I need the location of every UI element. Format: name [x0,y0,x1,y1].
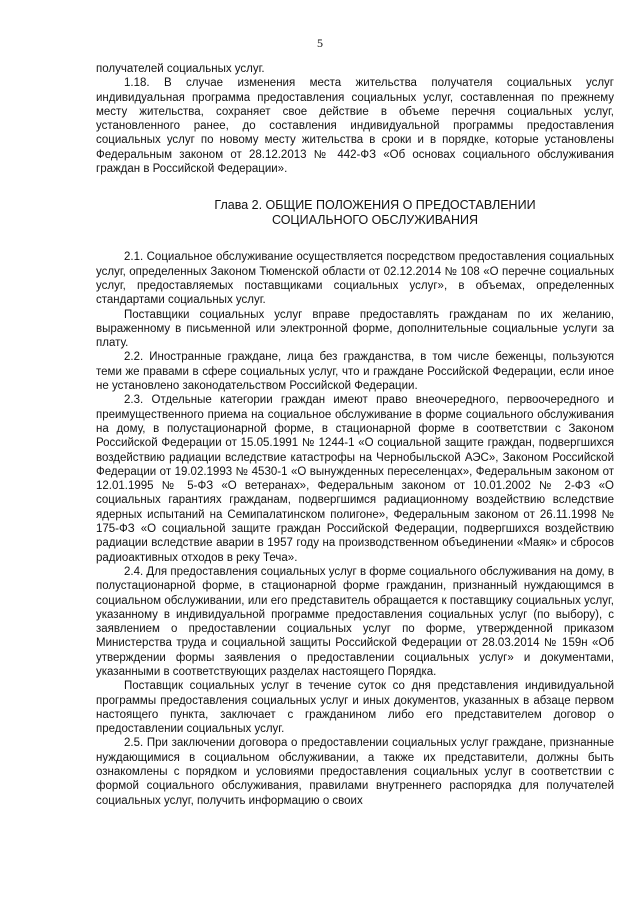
section-paragraphs-after [96,250,614,808]
page-number: 5 [317,36,323,50]
chapter-heading-line-1: Глава 2. ОБЩИЕ ПОЛОЖЕНИЯ О ПРЕДОСТАВЛЕНИИ [214,198,536,213]
paragraph: Поставщики социальных услуг вправе предоставлять гражданам по их желанию, выраженному в письменной или электронной форме, дополнительные социальные услуги за плату. [96,308,614,350]
paragraph: 2.5. При заключении договора о предоставлении социальных услуг граждане, признанные нуждающимися в социальном обслуживании, а также их представители, должны быть ознакомлены с порядком и условиями предоставления социальных услуг в соответствии с формой социального обслуживания, правилами внутреннего распорядка для получателей социальных услуг, получить информацию о своих [96,737,614,807]
paragraph: получателей социальных услуг. [96,63,265,75]
paragraph: 2.3. Отдельные категории граждан имеют право внеочередного, первоочередного и преимущественного приема на социальное обслуживание в форме социального обслуживания на дому, в полустационарной форме, в стационарной форме в соответствии с Законом Российской Федерации от 15.05.1991 № 1244-1 «О социальной защите граждан, подвергшихся воздействию радиации вследствие катастрофы на Чернобыльской АЭС», Законом Российской Федерации от 19.02.1993 № 4530-1 «О вынужденных переселенцах», Федеральным законом от 12.01.1995 № 5-ФЗ «О ветеранах», Федеральным законом от 10.01.2002 № 2-ФЗ «О социальных гарантиях гражданам, подвергшимся радиационному воздействию вследствие ядерных испытаний на Семипалатинском полигоне», Федеральным законом от 26.11.1998 № 175-ФЗ «О социальной защите граждан Российской Федерации, подвергшихся воздействию радиации вследствие аварии в 1957 году на производственном объединении «Маяк» и сбросов радиоактивных отходов в реку Теча». [96,394,614,564]
paragraph: 2.4. Для предоставления социальных услуг в форме социального обслуживания на дому, в полустационарной форме, в стационарной форме гражданин, признанный нуждающимся в социальном обслуживании, или его представитель обращается к поставщику социальных услуг, указанному в индивидуальной программе предоставления социальных услуг (по выбору), с заявлением о предоставлении социальных услуг по форме, утвержденной приказом Министерства труда и социальной защиты Российской Федерации от 28.03.2014 № 159н «Об утверждении формы заявления о предоставлении социальных услуг» и документами, указанными в соответствующих разделах настоящего Порядка. [96,565,614,678]
paragraph: 1.18. В случае изменения места жительства получателя социальных услуг индивидуальная программа предоставления социальных услуг, составленная по прежнему месту жительства, сохраняет свое действие в объеме перечня социальных услуг, установленного ранее, до составления индивидуальной программы предоставления социальных услуг по новому месту жительства в сроки и в порядке, которые установлены Федеральным законом от 28.12.2013 № 442-ФЗ «Об основах социального обслуживания граждан в Российской Федерации». [96,77,614,176]
section-paragraphs-before [96,62,614,176]
document-body [96,62,614,808]
chapter-heading-line-2: СОЦИАЛЬНОГО ОБСЛУЖИВАНИЯ [271,213,479,228]
paragraph: 2.2. Иностранные граждане, лица без гражданства, в том числе беженцы, пользуются теми же правами в сфере социальных услуг, что и граждане Российской Федерации, если иное не установлено законодательством Российской Федерации. [96,351,614,393]
chapter-heading [136,198,614,228]
paragraph: 2.1. Социальное обслуживание осуществляется посредством предоставления социальных услуг, определенных Законом Тюменской области от 02.12.2014 № 108 «О перечне социальных услуг, предоставляемых поставщиками социальных услуг», в объемах, определенных стандартами социальных услуг. [96,251,614,307]
paragraph: Поставщик социальных услуг в течение суток со дня представления индивидуальной программы предоставления социальных услуг и иных документов, указанных в абзаце первом настоящего пункта, заключает с гражданином либо его представителем договор о предоставлении социальных услуг. [96,680,614,736]
